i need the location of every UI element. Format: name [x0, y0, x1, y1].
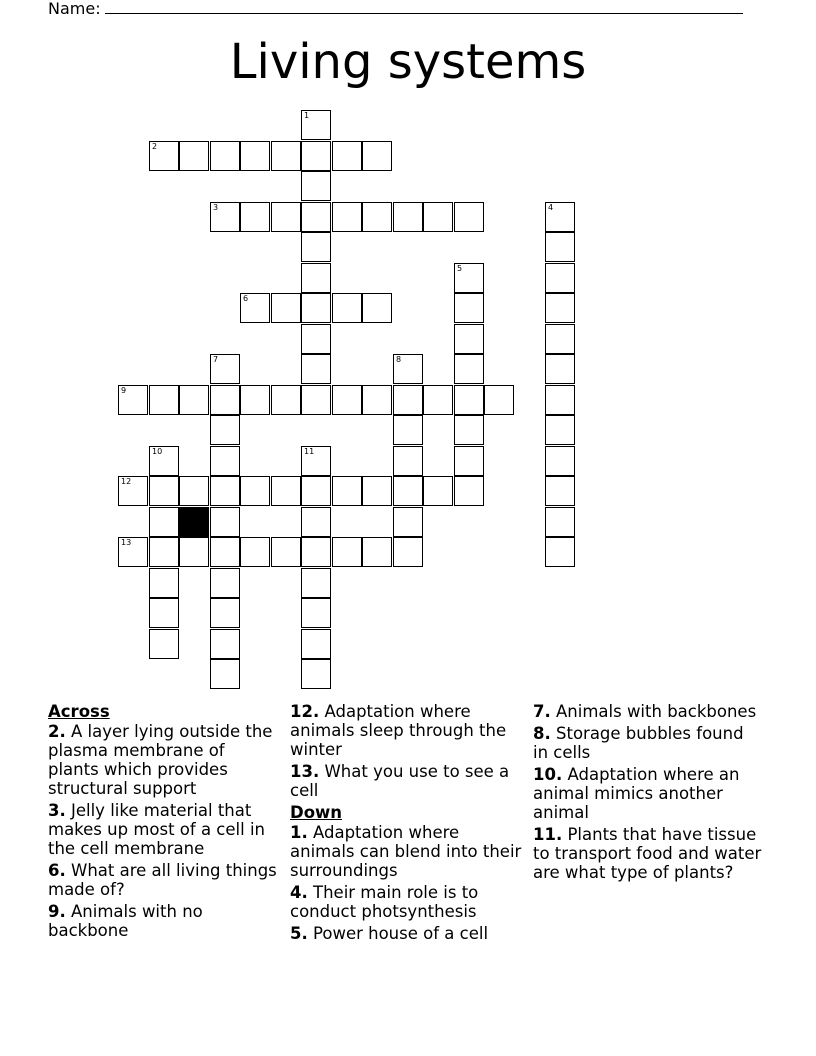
name-label: Name: — [48, 0, 101, 18]
crossword-cell[interactable] — [149, 385, 179, 415]
clue-number: 6 — [243, 294, 249, 303]
crossword-cell[interactable] — [545, 354, 575, 384]
crossword-cell[interactable] — [149, 568, 179, 598]
clue-down-7: 7. Animals with backbones — [533, 702, 757, 721]
crossword-cell[interactable] — [210, 385, 240, 415]
crossword-cell[interactable] — [393, 354, 423, 384]
crossword-cell[interactable] — [545, 293, 575, 323]
crossword-cell[interactable] — [545, 324, 575, 354]
crossword-cell[interactable] — [545, 202, 575, 232]
crossword-cell[interactable] — [210, 202, 240, 232]
clue-across-12: 12. Adaptation where animals sleep through the winter — [290, 702, 507, 759]
clue-across-2: 2. A layer lying outside the plasma membrane of plants which provides structural support — [48, 722, 273, 798]
crossword-cell[interactable] — [454, 476, 484, 506]
crossword-cell[interactable] — [301, 110, 331, 140]
crossword-cell[interactable] — [210, 476, 240, 506]
crossword-cell[interactable] — [271, 202, 301, 232]
crossword-cell[interactable] — [179, 476, 209, 506]
clue-down-11: 11. Plants that have tissue to transport food and water are what type of plants? — [533, 825, 762, 882]
crossword-cell[interactable] — [393, 415, 423, 445]
crossword-cell[interactable] — [210, 415, 240, 445]
crossword-cell[interactable] — [210, 568, 240, 598]
crossword-cell[interactable] — [240, 385, 270, 415]
crossword-cell[interactable] — [423, 385, 453, 415]
crossword-cell[interactable] — [393, 537, 423, 567]
crossword-cell[interactable] — [454, 202, 484, 232]
crossword-cell[interactable] — [332, 385, 362, 415]
crossword-cell[interactable] — [301, 293, 331, 323]
crossword-cell[interactable] — [149, 507, 179, 537]
crossword-cell[interactable] — [179, 385, 209, 415]
crossword-cell[interactable] — [149, 446, 179, 476]
crossword-cell[interactable] — [271, 293, 301, 323]
crossword-cell[interactable] — [271, 141, 301, 171]
crossword-cell[interactable] — [301, 598, 331, 628]
clue-down-1: 1. Adaptation where animals can blend into their surroundings — [290, 823, 522, 880]
crossword-cell[interactable] — [301, 354, 331, 384]
clue-number: 10 — [152, 447, 163, 456]
crossword-cell[interactable] — [362, 141, 392, 171]
across-heading: Across — [48, 702, 110, 721]
crossword-cell[interactable] — [393, 385, 423, 415]
crossword-cell[interactable] — [301, 171, 331, 201]
crossword-cell[interactable] — [484, 385, 514, 415]
clue-across-6: 6. What are all living things made of? — [48, 861, 277, 899]
crossword-cell[interactable] — [179, 141, 209, 171]
crossword-cell[interactable] — [301, 202, 331, 232]
crossword-cell[interactable] — [118, 476, 148, 506]
crossword-cell[interactable] — [423, 476, 453, 506]
clue-number: 2 — [152, 142, 158, 151]
clue-down-8: 8. Storage bubbles found in cells — [533, 724, 744, 762]
clue-across-3: 3. Jelly like material that makes up most of a cell in the cell membrane — [48, 801, 265, 858]
crossword-cell[interactable] — [545, 385, 575, 415]
clue-down-10: 10. Adaptation where an animal mimics another animal — [533, 765, 740, 822]
crossword-cell[interactable] — [393, 507, 423, 537]
crossword-cell[interactable] — [210, 507, 240, 537]
clue-number: 4 — [548, 203, 554, 212]
page-title: Living systems — [229, 34, 587, 90]
clue-number: 8 — [396, 355, 402, 364]
crossword-cell[interactable] — [210, 354, 240, 384]
crossword-cell[interactable] — [149, 598, 179, 628]
crossword-cell[interactable] — [362, 385, 392, 415]
crossword-cell[interactable] — [240, 476, 270, 506]
crossword-cell[interactable] — [149, 629, 179, 659]
crossword-cell[interactable] — [454, 324, 484, 354]
crossword-cell[interactable] — [423, 202, 453, 232]
crossword-cell[interactable] — [301, 446, 331, 476]
crossword-black-cell — [179, 507, 209, 537]
clue-number: 5 — [457, 264, 463, 273]
crossword-cell[interactable] — [545, 263, 575, 293]
crossword-cell[interactable] — [362, 476, 392, 506]
clue-down-5: 5. Power house of a cell — [290, 924, 489, 943]
crossword-cell[interactable] — [362, 537, 392, 567]
clues-column-1 — [48, 702, 280, 943]
crossword-cell[interactable] — [210, 141, 240, 171]
crossword-cell[interactable] — [454, 446, 484, 476]
crossword-cell[interactable] — [393, 202, 423, 232]
clue-number: 7 — [213, 355, 219, 364]
crossword-cell[interactable] — [301, 659, 331, 689]
crossword-cell[interactable] — [393, 476, 423, 506]
clue-number: 11 — [304, 447, 315, 456]
crossword-cell[interactable] — [210, 537, 240, 567]
crossword-cell[interactable] — [149, 476, 179, 506]
clue-number: 1 — [304, 111, 310, 120]
crossword-cell[interactable] — [301, 476, 331, 506]
down-heading: Down — [290, 803, 343, 822]
clues-column-3 — [533, 702, 763, 885]
crossword-cell[interactable] — [118, 537, 148, 567]
crossword-cell[interactable] — [240, 141, 270, 171]
crossword-cell[interactable] — [454, 415, 484, 445]
crossword-cell[interactable] — [210, 629, 240, 659]
crossword-cell[interactable] — [332, 293, 362, 323]
crossword-cell[interactable] — [149, 141, 179, 171]
clue-number: 9 — [121, 386, 127, 395]
crossword-cell[interactable] — [271, 476, 301, 506]
crossword-cell[interactable] — [301, 232, 331, 262]
crossword-cell[interactable] — [545, 232, 575, 262]
crossword-cell[interactable] — [332, 537, 362, 567]
crossword-cell[interactable] — [454, 263, 484, 293]
clue-across-13: 13. What you use to see a cell — [290, 762, 510, 800]
crossword-cell[interactable] — [545, 415, 575, 445]
crossword-cell[interactable] — [271, 385, 301, 415]
crossword-cell[interactable] — [301, 385, 331, 415]
crossword-cell[interactable] — [454, 385, 484, 415]
crossword-cell[interactable] — [332, 476, 362, 506]
crossword-cell[interactable] — [118, 385, 148, 415]
crossword-cell[interactable] — [301, 324, 331, 354]
crossword-cell[interactable] — [301, 568, 331, 598]
crossword-cell[interactable] — [332, 141, 362, 171]
crossword-cell[interactable] — [362, 293, 392, 323]
crossword-cell[interactable] — [545, 476, 575, 506]
crossword-cell[interactable] — [393, 446, 423, 476]
crossword-cell[interactable] — [301, 629, 331, 659]
crossword-cell[interactable] — [240, 537, 270, 567]
crossword-cell[interactable] — [210, 659, 240, 689]
crossword-cell[interactable] — [332, 202, 362, 232]
crossword-cell[interactable] — [210, 446, 240, 476]
crossword-cell[interactable] — [545, 446, 575, 476]
clues-column-2 — [290, 702, 526, 946]
crossword-cell[interactable] — [454, 354, 484, 384]
crossword-cell[interactable] — [301, 263, 331, 293]
crossword-cell[interactable] — [301, 537, 331, 567]
crossword-cell[interactable] — [454, 293, 484, 323]
crossword-cell[interactable] — [179, 537, 209, 567]
crossword-cell[interactable] — [545, 537, 575, 567]
clue-across-9: 9. Animals with no backbone — [48, 902, 203, 940]
clue-number: 12 — [121, 477, 132, 486]
crossword-cell[interactable] — [240, 293, 270, 323]
crossword-cell[interactable] — [271, 537, 301, 567]
clue-number: 3 — [213, 203, 219, 212]
crossword-cell[interactable] — [210, 598, 240, 628]
crossword-cell[interactable] — [240, 202, 270, 232]
crossword-cell[interactable] — [545, 507, 575, 537]
crossword-cell[interactable] — [362, 202, 392, 232]
clue-number: 13 — [121, 538, 132, 547]
clue-down-4: 4. Their main role is to conduct photsynthesis — [290, 883, 479, 921]
crossword-cell[interactable] — [149, 537, 179, 567]
crossword-cell[interactable] — [301, 507, 331, 537]
crossword-cell[interactable] — [301, 141, 331, 171]
